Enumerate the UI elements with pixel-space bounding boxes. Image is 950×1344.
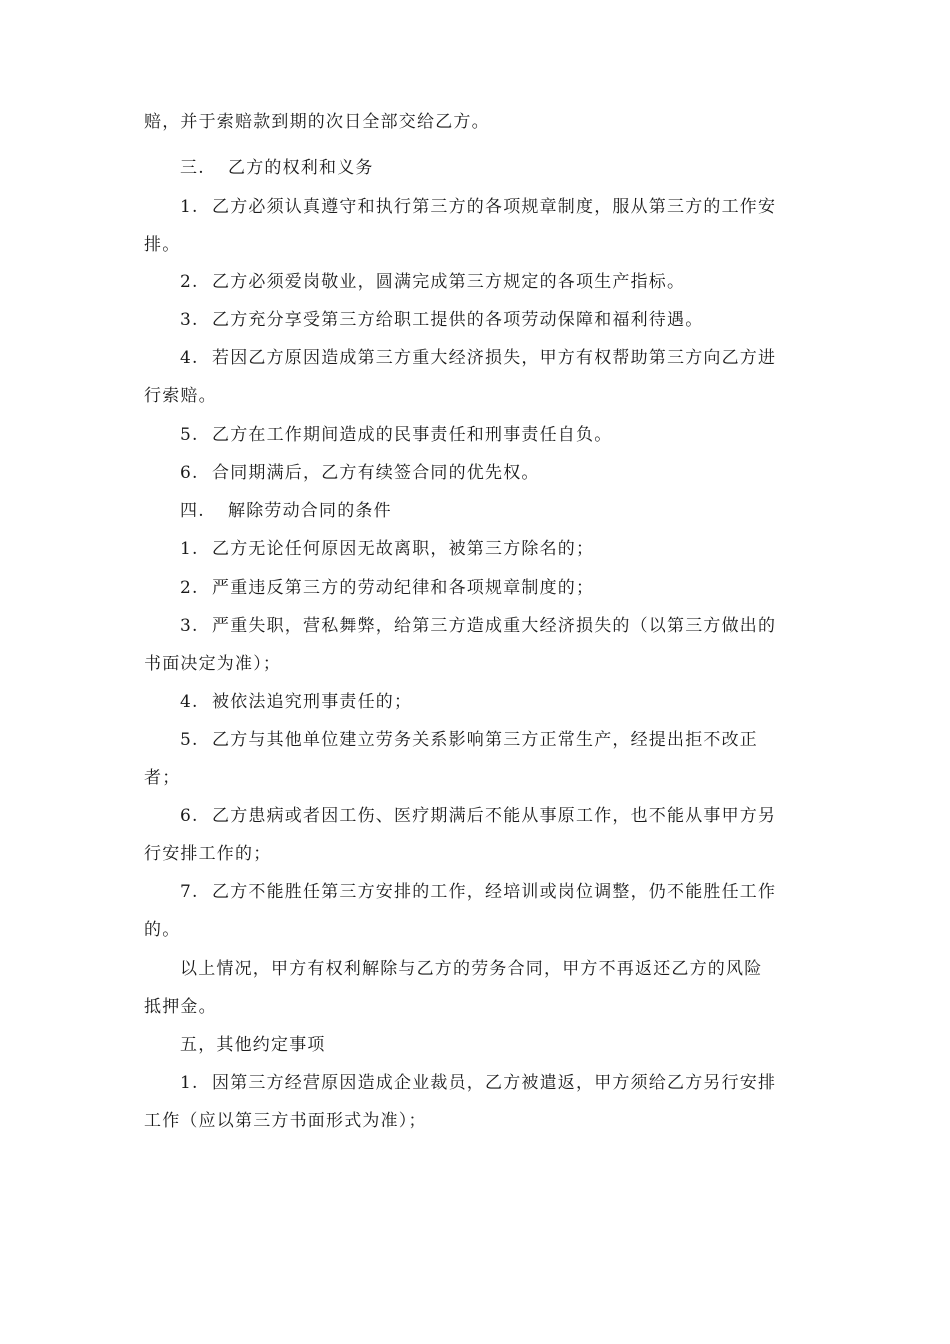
line-text: 乙方充分享受第三方给职工提供的各项劳动保障和福利待遇。: [212, 310, 704, 330]
line-text: 严重失职，营私舞弊，给第三方造成重大经济损失的（以第三方做出的: [212, 616, 777, 636]
line-text: 以上情况，甲方有权利解除与乙方的劳务合同，甲方不再返还乙方的风险: [180, 959, 763, 979]
line-text: 乙方不能胜任第三方安排的工作，经培训或岗位调整，仍不能胜任工作: [212, 882, 777, 902]
item-number: 5.: [180, 730, 199, 750]
line-text: 若因乙方原因造成第三方重大经济损失，甲方有权帮助第三方向乙方进: [212, 348, 777, 368]
line-text: 行索赔。: [144, 386, 217, 406]
text-line: [180, 954, 762, 979]
line-text: 乙方在工作期间造成的民事责任和刑事责任自负。: [212, 425, 613, 445]
text-line: [180, 192, 776, 217]
text-line: [180, 877, 776, 902]
line-text: 乙方必须认真遵守和执行第三方的各项规章制度，服从第三方的工作安: [212, 197, 777, 217]
section-number: 四.: [180, 501, 205, 521]
line-text: 解除劳动合同的条件: [228, 501, 392, 521]
item-number: 6.: [180, 463, 199, 483]
text-line: [180, 725, 758, 750]
text-line: [180, 267, 685, 292]
text-line: [144, 992, 217, 1017]
section-number: 三.: [180, 158, 205, 178]
item-number: 4.: [180, 692, 199, 712]
text-line: [180, 1030, 326, 1055]
text-line: [144, 107, 490, 132]
text-line: [180, 343, 776, 368]
line-text: 者；: [144, 768, 181, 788]
text-line: [144, 839, 271, 864]
text-line: [144, 915, 180, 940]
text-line: [180, 687, 412, 712]
text-line: [180, 611, 776, 636]
line-text: 乙方无论任何原因无故离职，被第三方除名的；: [212, 539, 595, 559]
line-text: 因第三方经营原因造成企业裁员，乙方被遣返，甲方须给乙方另行安排: [212, 1073, 777, 1093]
text-line: [180, 153, 374, 178]
text-line: [180, 573, 594, 598]
line-text: 抵押金。: [144, 997, 217, 1017]
item-number: 2.: [180, 578, 199, 598]
line-text: 严重违反第三方的劳动纪律和各项规章制度的；: [212, 578, 595, 598]
item-number: 4.: [180, 348, 199, 368]
item-number: 7.: [180, 882, 199, 902]
item-number: 2.: [180, 272, 199, 292]
line-text: 排。: [144, 235, 181, 255]
item-number: 1.: [180, 197, 199, 217]
item-number: 1.: [180, 1073, 199, 1093]
text-line: [144, 763, 180, 788]
line-text: 合同期满后，乙方有续签合同的优先权。: [212, 463, 540, 483]
line-text: 五，其他约定事项: [180, 1035, 326, 1055]
text-line: [144, 1106, 427, 1131]
line-text: 乙方必须爱岗敬业，圆满完成第三方规定的各项生产指标。: [212, 272, 686, 292]
line-text: 被依法追究刑事责任的；: [212, 692, 413, 712]
text-line: [144, 381, 217, 406]
item-number: 3.: [180, 616, 199, 636]
line-text: 乙方与其他单位建立劳务关系影响第三方正常生产，经提出拒不改正: [212, 730, 758, 750]
text-line: [180, 458, 540, 483]
text-line: [144, 230, 180, 255]
item-number: 5.: [180, 425, 199, 445]
text-line: [180, 496, 392, 521]
item-number: 1.: [180, 539, 199, 559]
text-line: [180, 1068, 776, 1093]
line-text: 行安排工作的；: [144, 844, 272, 864]
line-text: 书面决定为准）；: [144, 654, 282, 674]
text-line: [180, 420, 612, 445]
item-number: 3.: [180, 310, 199, 330]
line-text: 工作（应以第三方书面形式为准）；: [144, 1111, 427, 1131]
item-number: 6.: [180, 806, 199, 826]
text-line: [180, 534, 594, 559]
line-text: 的。: [144, 920, 181, 940]
text-line: [180, 305, 703, 330]
line-text: 赔，并于索赔款到期的次日全部交给乙方。: [144, 112, 490, 132]
text-line: [180, 801, 776, 826]
line-text: 乙方患病或者因工伤、医疗期满后不能从事原工作，也不能从事甲方另: [212, 806, 777, 826]
text-line: [144, 649, 281, 674]
line-text: 乙方的权利和义务: [228, 158, 374, 178]
